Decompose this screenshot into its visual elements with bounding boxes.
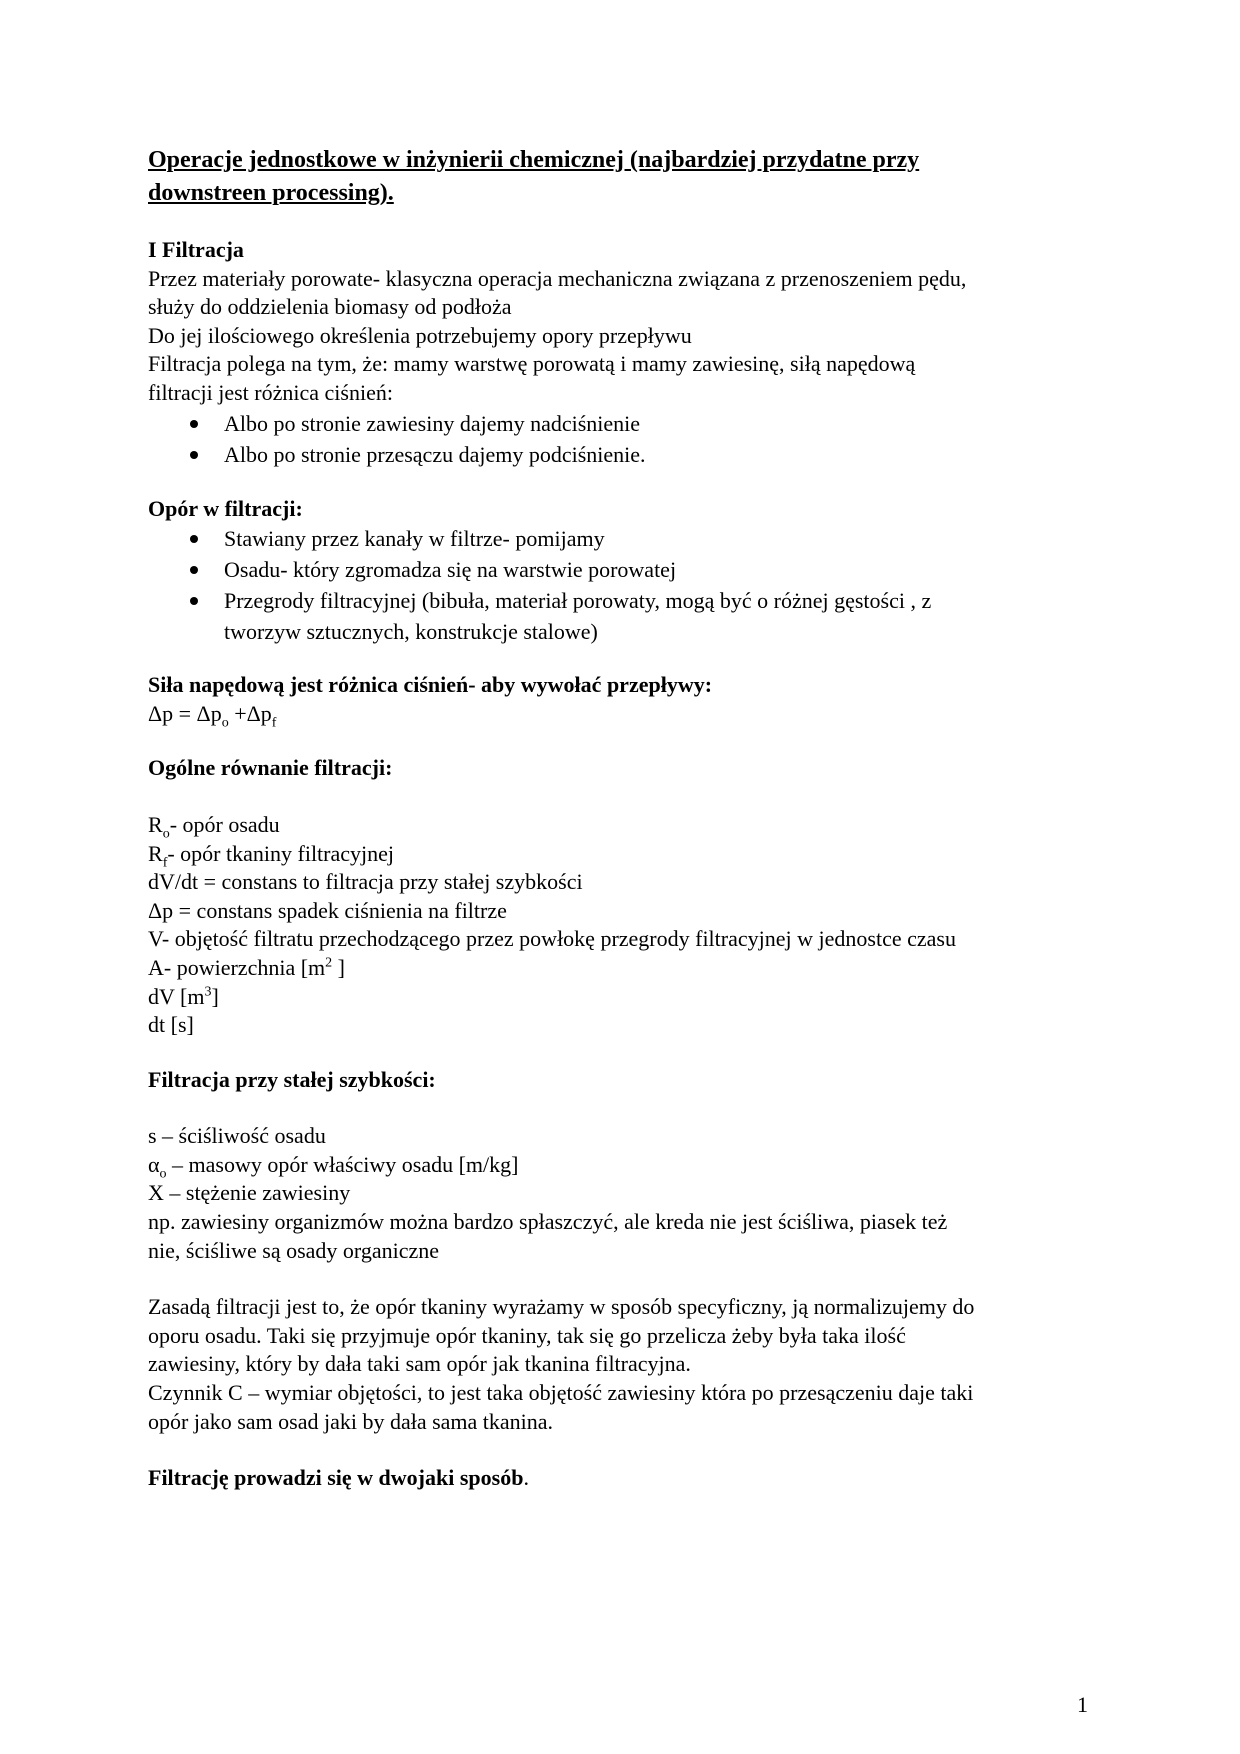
bullet-list — [148, 408, 1093, 470]
paragraph-line: opór jako sam osad jaki by dała sama tkanina. — [148, 1408, 554, 1434]
section-ogolne-rownanie — [148, 754, 1093, 1039]
definition-line: A- powierzchnia [$m^2$ ] — [148, 954, 345, 980]
title-line-2: downstreen processing). — [148, 180, 394, 206]
paragraph-line: nie, ściśliwe są osady organiczne — [148, 1237, 440, 1263]
equation: $\Delta p = \Delta p_o +\Delta p_f$ — [148, 700, 277, 731]
section-heading: Filtrację prowadzi się w dwojaki sposób. — [148, 1465, 529, 1491]
page-number: 1 — [1077, 1692, 1088, 1717]
paragraph-line: filtracji jest różnica ciśnień: — [148, 379, 393, 405]
paragraph-line: np. zawiesiny organizmów można bardzo spłaszczyć, ale kreda nie jest ściśliwa, piasek też — [148, 1209, 948, 1235]
definition-line: s – ściśliwość osadu — [148, 1123, 326, 1149]
section-heading: Ogólne równanie filtracji: — [148, 755, 393, 781]
title-line-1: Operacje jednostkowe w inżynierii chemicznej (najbardziej przydatne przy — [148, 147, 920, 173]
paragraph-line: Filtracja polega na tym, że: mamy warstwę porowatą i mamy zawiesinę, siłą napędową — [148, 351, 916, 377]
paragraph-line: Przez materiały porowate- klasyczna operacja mechaniczna związana z przenoszeniem pędu, — [148, 265, 967, 291]
paragraph-line: Czynnik C – wymiar objętości, to jest taka objętość zawiesiny która po przesączeniu daje taki — [148, 1380, 974, 1406]
list-item: Osadu- który zgromadza się na warstwie porowatej — [148, 554, 1093, 585]
list-item: Albo po stronie przesączu dajemy podciśnienie. — [148, 439, 1093, 470]
section-opor — [148, 495, 1093, 648]
section-heading: Opór w filtracji: — [148, 495, 303, 521]
bullet-icon — [190, 420, 198, 428]
paragraph-line: zawiesiny, który by dała taki sam opór jak tkanina filtracyjna. — [148, 1351, 691, 1377]
document-title — [148, 144, 1093, 210]
section-stala-szybkosc — [148, 1066, 1093, 1266]
page-content — [148, 144, 1093, 1493]
list-item: Stawiany przez kanały w filtrze- pomijamy — [148, 523, 1093, 554]
paragraph-line: oporu osadu. Taki się przyjmuje opór tkaniny, tak się go przelicza żeby była taka ilość — [148, 1322, 906, 1348]
definition-line: $R_f-$ opór tkaniny filtracyjnej — [148, 840, 395, 870]
paragraph-line: służy do oddzielenia biomasy od podłoża — [148, 294, 512, 320]
bullet-list — [148, 523, 1093, 647]
list-item: Przegrody filtracyjnej (bibuła, materiał porowaty, mogą być o różnej gęstości , z tworzyw sztucznych, konstrukcje stalowe) — [148, 585, 1093, 647]
definition-line: $R_o-$ opór osadu — [148, 811, 280, 842]
definition-line: $\alpha_o$ – masowy opór właściwy osadu [m/kg] — [148, 1151, 519, 1182]
definition-line: dt [s] — [148, 1012, 194, 1038]
section-zasada — [148, 1293, 1093, 1436]
section-filtracja — [148, 236, 1093, 470]
list-item: Albo po stronie zawiesiny dajemy nadciśnienie — [148, 408, 1093, 439]
bullet-icon — [190, 451, 198, 459]
paragraph-line: Zasadą filtracji jest to, że opór tkaniny wyrażamy w sposób specyficzny, ją normalizujemy do — [148, 1294, 975, 1320]
definition-line: X – stężenie zawiesiny — [148, 1180, 351, 1206]
section-heading: I Filtracja — [148, 237, 244, 262]
section-sposob — [148, 1464, 1093, 1493]
definition-line: dV $[m^3]$ — [148, 983, 219, 1009]
bullet-icon — [190, 597, 198, 605]
section-heading: Siła napędową jest różnica ciśnień- aby wywołać przepływy: — [148, 672, 713, 698]
section-heading: Filtracja przy stałej szybkości: — [148, 1066, 436, 1092]
definition-line: V- objętość filtratu przechodzącego przez powłokę przegrody filtracyjnej w jednostce czasu — [148, 926, 956, 952]
bullet-icon — [190, 566, 198, 574]
bullet-icon — [190, 535, 198, 543]
definition-line: dV/dt = constans to filtracja przy stałej szybkości — [148, 869, 583, 895]
section-sila-napedowa — [148, 671, 1093, 731]
paragraph-line: Do jej ilościowego określenia potrzebujemy opory przepływu — [148, 322, 692, 348]
definition-line: Δp = constans spadek ciśnienia na filtrze — [148, 897, 507, 923]
